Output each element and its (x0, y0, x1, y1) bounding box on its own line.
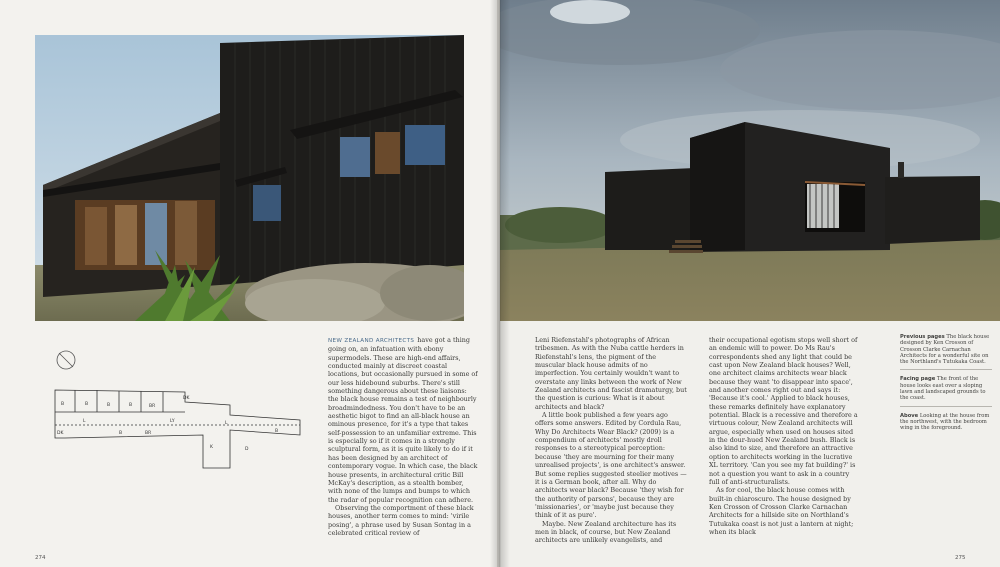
right-page (500, 0, 1000, 567)
room-label: L (225, 421, 228, 426)
room-label: B (85, 402, 89, 407)
room-label: D (245, 447, 249, 452)
caption-text: The black house designed by Ken Crosson of Crosson Clarke Carnachan Architects for a wonderful site on the Northland's Tutukaka Coast. (900, 334, 990, 366)
body-column-right-1 (535, 336, 687, 545)
body-paragraph (328, 336, 478, 504)
spine-gutter (490, 0, 510, 567)
room-label: LY (170, 419, 175, 424)
house-photo-right (500, 0, 1000, 321)
room-label: B (61, 402, 65, 407)
body-paragraph: As for cool, the black house comes with built-in chiaroscuro. The house designed by Ken Crosson of Crosson Clarke Carnachan Architects for a hillside site on Northland's Tutukaka coast is not just a lantern at night; when its black (709, 486, 854, 536)
room-label: L (83, 419, 86, 424)
caption-heading: Facing page (900, 376, 936, 383)
caption-block (900, 334, 992, 370)
page-number-left: 274 (35, 555, 46, 561)
caption-heading: Above (900, 412, 919, 419)
body-column-right-2 (709, 336, 861, 536)
floor-plan (35, 350, 305, 474)
room-label: B (119, 431, 123, 436)
body-paragraph: A little book published a few years ago offers some answers. Edited by Cordula Rau, Why Do Architects Wear Black? (2009) is a compendium of architects' mostly droll responses to a stereotypical perception: because 'they are mourning for their many unrealised projects', is one architect's answer. But some replies suggested steelier motives — it is a German book, after all. Why do architects wear black? Because 'they wish for the authority of parsons', because they are 'missionaries', or 'maybe just because they think of it as pure'. (535, 411, 687, 520)
captions (900, 334, 992, 442)
body-column-left (328, 336, 478, 537)
caption-text: The front of the house looks east over a sloping lawn and landscaped grounds to the coast. (900, 376, 986, 402)
room-label: BR (145, 431, 152, 436)
north-arrow-icon (57, 351, 75, 369)
room-label: DK (183, 396, 190, 401)
page-number-right: 275 (955, 555, 966, 561)
black-house-landscape-photo (500, 0, 1000, 321)
room-label: DK (57, 431, 64, 436)
left-page (0, 0, 497, 567)
body-paragraph: Observing the comportment of these black houses, another term comes to mind: 'virile posing', a phrase used by Susan Sontag in a celebrated critical review of (328, 503, 474, 537)
caption-heading: Previous pages (900, 334, 945, 340)
body-paragraph: Maybe. New Zealand architecture has its men in black, of course, but New Zealand architects are unlikely evangelists, and (535, 519, 677, 545)
body-paragraph: Leni Riefenstahl's photographs of African tribesmen. As with the Nuba cattle herders in Riefenstahl's lens, the pigment of the muscular black house admits of no imperfection. You certainly wouldn't want to overstate any links between the work of New Zealand architects and fascist dramaturgy, but the question is curious: What is it about architects and black? (535, 336, 687, 411)
body-text: have got a thing going on, an infatuation with ebony supermodels. These are high-end affairs, conducted mainly at discreet coastal locations, but occasionally pursued in some of our less hidebound suburbs. There's still something dangerous about these liaisons: the black house remains a test of neighbourly broadmindedness. You don't have to be an aesthetic bigot to find an all-black house an ominous presence, for it's a type that takes self-possession to an unfamiliar extreme. This is especially so if it comes in a strongly sculptural form, as it is quite likely to do if it has been designed by an architect of contemporary vogue. In which case, the black house presents, in architectural critic Bill McKay's description, as a stealth bomber, with none of the lumps and bumps to which the radar of popular recognition can adhere. (328, 336, 478, 504)
caption-block (900, 413, 992, 436)
room-label: B (275, 429, 279, 434)
room-label: B (129, 403, 133, 408)
room-label: K (210, 445, 213, 450)
black-house-exterior-photo (35, 35, 464, 321)
body-paragraph: their occupational egotism stops well short of an endemic will to power. Do Ms Rau's correspondents shed any light that could be cast upon New Zealand black houses? Well, one architect claims architects wear black because they want 'to disappear into space', and another comes right out and says it: 'Because it's cool.' Applied to black houses, these remarks definitely have explanatory potential. Black is a recessive and therefore a virtuous colour, New Zealand architects will argue, especially when used on houses sited in the dour-hued New Zealand bush. Black is also kind to size, and therefore an attractive option to architects working in the lucrative XL territory. 'Can you see my fat building?' is not a question you want to ask in a country full of anti-structuralists. (709, 336, 858, 486)
room-label: BR (149, 404, 156, 409)
caption-block (900, 376, 992, 406)
room-label: B (107, 403, 111, 408)
caption-text: Looking at the house from the northwest, with the bedroom wing in the foreground. (900, 412, 990, 432)
lead-in: NEW ZEALAND ARCHITECTS (328, 338, 415, 344)
house-photo-left (35, 35, 464, 321)
